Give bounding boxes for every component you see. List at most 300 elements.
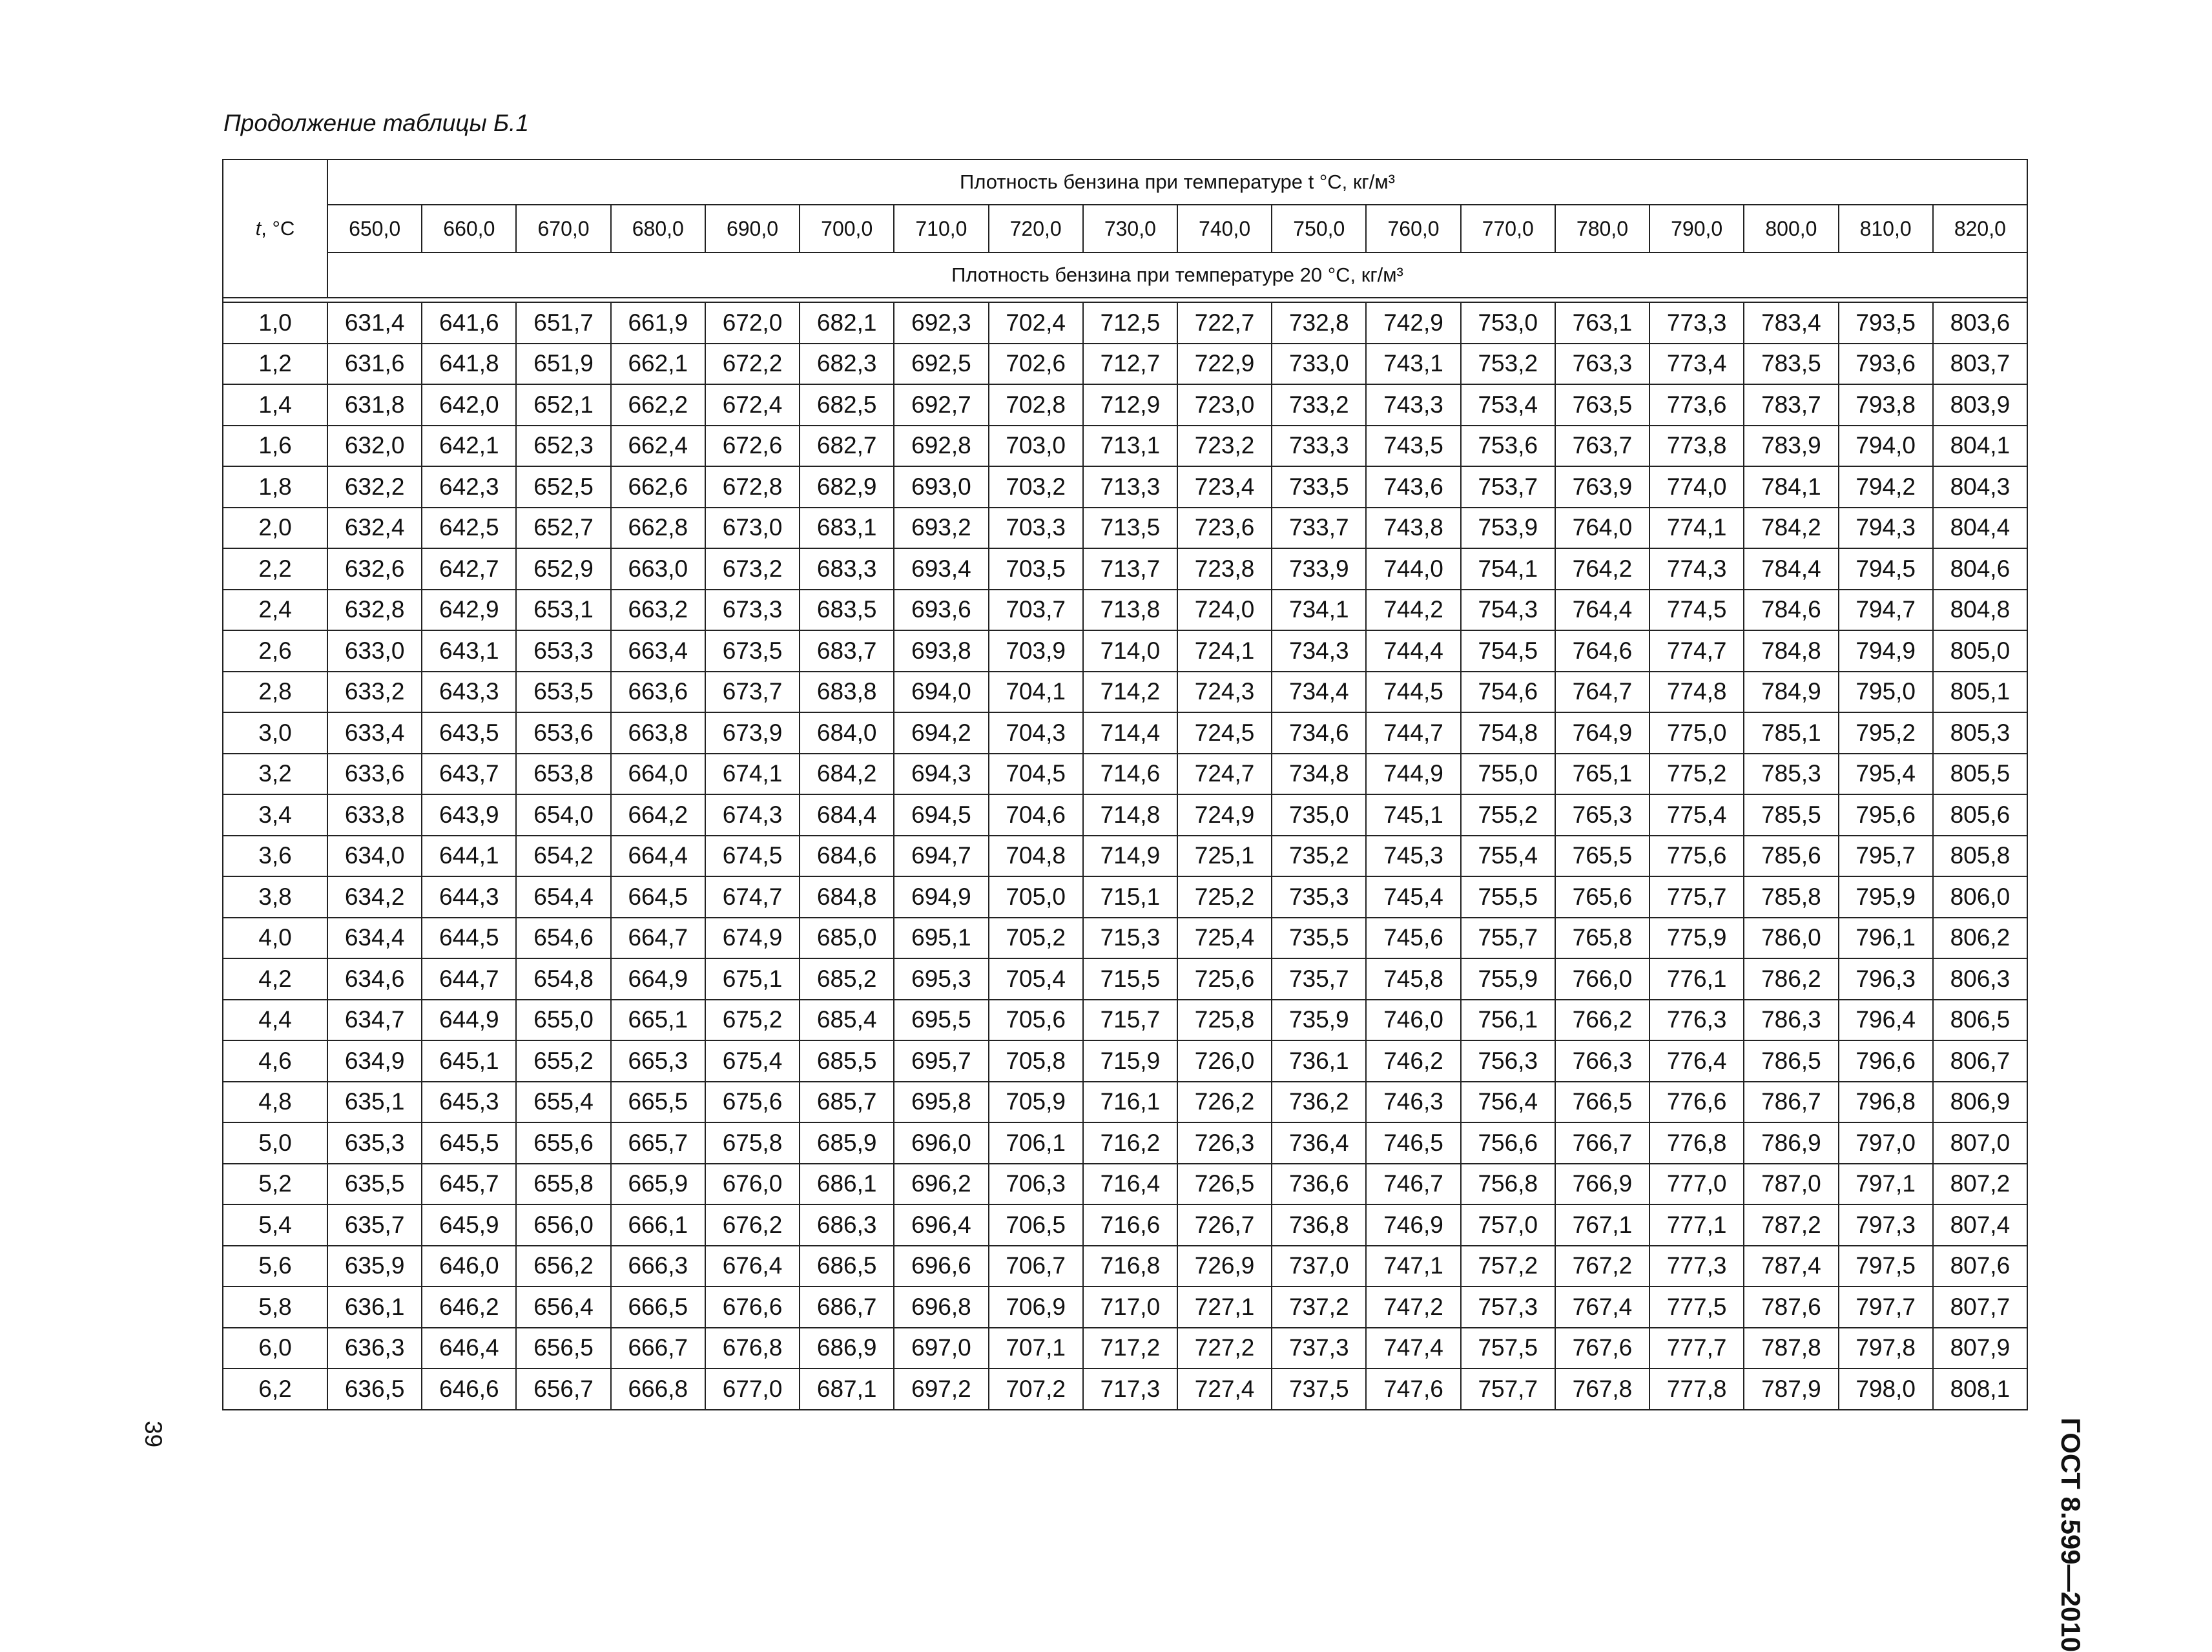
density-cell: 672,4 bbox=[705, 384, 800, 426]
density-cell: 807,9 bbox=[1933, 1328, 2027, 1369]
density-cell: 723,2 bbox=[1177, 426, 1272, 467]
density-cell: 631,8 bbox=[327, 384, 422, 426]
density-cell: 754,8 bbox=[1461, 712, 1555, 754]
density-cell: 634,6 bbox=[327, 958, 422, 1000]
density-cell: 806,3 bbox=[1933, 958, 2027, 1000]
density-cell: 707,1 bbox=[989, 1328, 1083, 1369]
density-cell: 753,6 bbox=[1461, 426, 1555, 467]
density-cell: 764,4 bbox=[1555, 590, 1649, 631]
density-cell: 664,0 bbox=[611, 754, 705, 795]
density-cell: 662,2 bbox=[611, 384, 705, 426]
density-cell: 763,5 bbox=[1555, 384, 1649, 426]
density-cell: 694,0 bbox=[894, 672, 988, 713]
table-row bbox=[223, 1164, 2027, 1205]
density-cell: 714,4 bbox=[1083, 712, 1177, 754]
density-cell: 735,5 bbox=[1272, 918, 1366, 959]
density-cell: 683,1 bbox=[800, 508, 894, 549]
density-cell: 736,2 bbox=[1272, 1082, 1366, 1123]
density-cell: 673,7 bbox=[705, 672, 800, 713]
density-table bbox=[222, 159, 2028, 1410]
density-cell: 744,9 bbox=[1366, 754, 1460, 795]
table-row bbox=[223, 1204, 2027, 1246]
density-cell: 776,4 bbox=[1649, 1040, 1744, 1082]
density-cell: 754,5 bbox=[1461, 630, 1555, 672]
row-temperature: 2,2 bbox=[223, 548, 327, 590]
density-cell: 725,6 bbox=[1177, 958, 1272, 1000]
density-cell: 632,2 bbox=[327, 466, 422, 508]
density-cell: 646,0 bbox=[422, 1246, 516, 1287]
density-cell: 745,6 bbox=[1366, 918, 1460, 959]
column-header: 810,0 bbox=[1839, 205, 1933, 253]
density-cell: 795,6 bbox=[1839, 794, 1933, 836]
density-cell: 713,8 bbox=[1083, 590, 1177, 631]
density-cell: 753,9 bbox=[1461, 508, 1555, 549]
density-cell: 706,3 bbox=[989, 1164, 1083, 1205]
density-cell: 704,6 bbox=[989, 794, 1083, 836]
density-cell: 724,0 bbox=[1177, 590, 1272, 631]
density-cell: 747,1 bbox=[1366, 1246, 1460, 1287]
density-cell: 793,5 bbox=[1839, 302, 1933, 344]
density-cell: 714,9 bbox=[1083, 836, 1177, 877]
density-cell: 767,6 bbox=[1555, 1328, 1649, 1369]
density-cell: 652,3 bbox=[516, 426, 610, 467]
density-cell: 651,9 bbox=[516, 344, 610, 385]
density-cell: 774,7 bbox=[1649, 630, 1744, 672]
density-cell: 744,2 bbox=[1366, 590, 1460, 631]
density-cell: 754,6 bbox=[1461, 672, 1555, 713]
density-cell: 756,8 bbox=[1461, 1164, 1555, 1205]
density-cell: 737,3 bbox=[1272, 1328, 1366, 1369]
table-row bbox=[223, 630, 2027, 672]
density-cell: 653,6 bbox=[516, 712, 610, 754]
density-cell: 776,1 bbox=[1649, 958, 1744, 1000]
top-header: Плотность бензина при температуре t °C, кг/м³ bbox=[327, 160, 2027, 205]
density-cell: 765,3 bbox=[1555, 794, 1649, 836]
column-header: 680,0 bbox=[611, 205, 705, 253]
density-cell: 633,0 bbox=[327, 630, 422, 672]
density-cell: 654,8 bbox=[516, 958, 610, 1000]
density-cell: 804,6 bbox=[1933, 548, 2027, 590]
density-cell: 794,5 bbox=[1839, 548, 1933, 590]
density-cell: 684,8 bbox=[800, 876, 894, 918]
density-cell: 703,7 bbox=[989, 590, 1083, 631]
column-header: 650,0 bbox=[327, 205, 422, 253]
density-cell: 712,5 bbox=[1083, 302, 1177, 344]
density-cell: 644,5 bbox=[422, 918, 516, 959]
density-cell: 807,7 bbox=[1933, 1286, 2027, 1328]
density-cell: 804,4 bbox=[1933, 508, 2027, 549]
density-cell: 733,3 bbox=[1272, 426, 1366, 467]
density-cell: 764,7 bbox=[1555, 672, 1649, 713]
density-cell: 674,9 bbox=[705, 918, 800, 959]
density-cell: 745,3 bbox=[1366, 836, 1460, 877]
density-cell: 694,7 bbox=[894, 836, 988, 877]
density-cell: 643,1 bbox=[422, 630, 516, 672]
density-cell: 662,1 bbox=[611, 344, 705, 385]
density-cell: 793,8 bbox=[1839, 384, 1933, 426]
density-cell: 676,6 bbox=[705, 1286, 800, 1328]
density-cell: 682,1 bbox=[800, 302, 894, 344]
density-cell: 783,7 bbox=[1744, 384, 1838, 426]
density-cell: 686,1 bbox=[800, 1164, 894, 1205]
density-cell: 664,7 bbox=[611, 918, 705, 959]
density-cell: 794,2 bbox=[1839, 466, 1933, 508]
density-cell: 774,1 bbox=[1649, 508, 1744, 549]
density-cell: 794,0 bbox=[1839, 426, 1933, 467]
density-cell: 643,7 bbox=[422, 754, 516, 795]
density-cell: 643,5 bbox=[422, 712, 516, 754]
density-cell: 733,0 bbox=[1272, 344, 1366, 385]
density-cell: 684,4 bbox=[800, 794, 894, 836]
density-cell: 785,5 bbox=[1744, 794, 1838, 836]
density-cell: 692,3 bbox=[894, 302, 988, 344]
row-header-cell bbox=[223, 160, 327, 298]
density-cell: 784,8 bbox=[1744, 630, 1838, 672]
density-cell: 663,6 bbox=[611, 672, 705, 713]
header-separator bbox=[223, 298, 2027, 302]
density-cell: 784,2 bbox=[1744, 508, 1838, 549]
density-cell: 712,7 bbox=[1083, 344, 1177, 385]
density-cell: 645,3 bbox=[422, 1082, 516, 1123]
density-cell: 763,1 bbox=[1555, 302, 1649, 344]
density-cell: 796,4 bbox=[1839, 1000, 1933, 1041]
density-cell: 734,6 bbox=[1272, 712, 1366, 754]
density-cell: 787,6 bbox=[1744, 1286, 1838, 1328]
density-cell: 674,5 bbox=[705, 836, 800, 877]
density-cell: 796,8 bbox=[1839, 1082, 1933, 1123]
table-row bbox=[223, 1082, 2027, 1123]
row-temperature: 2,0 bbox=[223, 508, 327, 549]
density-cell: 675,1 bbox=[705, 958, 800, 1000]
density-cell: 705,2 bbox=[989, 918, 1083, 959]
density-cell: 673,9 bbox=[705, 712, 800, 754]
table-row bbox=[223, 794, 2027, 836]
density-cell: 723,8 bbox=[1177, 548, 1272, 590]
density-cell: 745,1 bbox=[1366, 794, 1460, 836]
density-cell: 703,5 bbox=[989, 548, 1083, 590]
row-temperature: 3,8 bbox=[223, 876, 327, 918]
density-cell: 784,6 bbox=[1744, 590, 1838, 631]
density-cell: 693,6 bbox=[894, 590, 988, 631]
density-cell: 675,6 bbox=[705, 1082, 800, 1123]
density-cell: 662,8 bbox=[611, 508, 705, 549]
density-cell: 784,4 bbox=[1744, 548, 1838, 590]
density-cell: 757,5 bbox=[1461, 1328, 1555, 1369]
density-cell: 757,7 bbox=[1461, 1368, 1555, 1410]
density-cell: 654,6 bbox=[516, 918, 610, 959]
density-cell: 702,8 bbox=[989, 384, 1083, 426]
density-cell: 695,5 bbox=[894, 1000, 988, 1041]
density-cell: 735,0 bbox=[1272, 794, 1366, 836]
density-cell: 757,2 bbox=[1461, 1246, 1555, 1287]
density-cell: 664,2 bbox=[611, 794, 705, 836]
density-cell: 643,3 bbox=[422, 672, 516, 713]
density-cell: 733,7 bbox=[1272, 508, 1366, 549]
density-cell: 715,5 bbox=[1083, 958, 1177, 1000]
density-cell: 783,4 bbox=[1744, 302, 1838, 344]
density-cell: 685,4 bbox=[800, 1000, 894, 1041]
density-cell: 753,4 bbox=[1461, 384, 1555, 426]
density-cell: 664,4 bbox=[611, 836, 705, 877]
density-cell: 726,0 bbox=[1177, 1040, 1272, 1082]
density-cell: 727,1 bbox=[1177, 1286, 1272, 1328]
density-cell: 704,3 bbox=[989, 712, 1083, 754]
table-row bbox=[223, 836, 2027, 877]
column-header: 770,0 bbox=[1461, 205, 1555, 253]
density-cell: 732,8 bbox=[1272, 302, 1366, 344]
row-temperature: 1,0 bbox=[223, 302, 327, 344]
density-cell: 753,0 bbox=[1461, 302, 1555, 344]
density-cell: 633,6 bbox=[327, 754, 422, 795]
density-cell: 736,6 bbox=[1272, 1164, 1366, 1205]
density-cell: 665,1 bbox=[611, 1000, 705, 1041]
density-cell: 724,3 bbox=[1177, 672, 1272, 713]
density-cell: 743,3 bbox=[1366, 384, 1460, 426]
density-cell: 705,9 bbox=[989, 1082, 1083, 1123]
density-cell: 684,6 bbox=[800, 836, 894, 877]
density-cell: 634,0 bbox=[327, 836, 422, 877]
density-cell: 674,3 bbox=[705, 794, 800, 836]
density-cell: 744,7 bbox=[1366, 712, 1460, 754]
density-cell: 753,2 bbox=[1461, 344, 1555, 385]
density-cell: 763,9 bbox=[1555, 466, 1649, 508]
density-cell: 635,7 bbox=[327, 1204, 422, 1246]
density-cell: 717,0 bbox=[1083, 1286, 1177, 1328]
density-cell: 656,2 bbox=[516, 1246, 610, 1287]
density-cell: 733,2 bbox=[1272, 384, 1366, 426]
density-cell: 636,3 bbox=[327, 1328, 422, 1369]
density-cell: 724,1 bbox=[1177, 630, 1272, 672]
density-cell: 734,1 bbox=[1272, 590, 1366, 631]
density-cell: 734,3 bbox=[1272, 630, 1366, 672]
table-row bbox=[223, 1000, 2027, 1041]
density-cell: 803,9 bbox=[1933, 384, 2027, 426]
density-cell: 694,5 bbox=[894, 794, 988, 836]
row-temperature: 6,0 bbox=[223, 1328, 327, 1369]
column-header: 740,0 bbox=[1177, 205, 1272, 253]
density-cell: 682,3 bbox=[800, 344, 894, 385]
density-cell: 724,9 bbox=[1177, 794, 1272, 836]
table-row bbox=[223, 918, 2027, 959]
density-cell: 755,0 bbox=[1461, 754, 1555, 795]
bottom-header: Плотность бензина при температуре 20 °C, кг/м³ bbox=[327, 253, 2027, 298]
row-temperature: 2,6 bbox=[223, 630, 327, 672]
density-cell: 797,1 bbox=[1839, 1164, 1933, 1205]
density-cell: 774,3 bbox=[1649, 548, 1744, 590]
density-cell: 694,3 bbox=[894, 754, 988, 795]
column-header: 750,0 bbox=[1272, 205, 1366, 253]
density-cell: 757,3 bbox=[1461, 1286, 1555, 1328]
column-header: 730,0 bbox=[1083, 205, 1177, 253]
density-cell: 746,5 bbox=[1366, 1122, 1460, 1164]
density-cell: 783,5 bbox=[1744, 344, 1838, 385]
density-cell: 783,9 bbox=[1744, 426, 1838, 467]
density-cell: 766,0 bbox=[1555, 958, 1649, 1000]
table-row bbox=[223, 344, 2027, 385]
density-cell: 763,3 bbox=[1555, 344, 1649, 385]
density-cell: 642,1 bbox=[422, 426, 516, 467]
density-cell: 775,7 bbox=[1649, 876, 1744, 918]
density-cell: 692,7 bbox=[894, 384, 988, 426]
density-cell: 805,0 bbox=[1933, 630, 2027, 672]
density-cell: 766,7 bbox=[1555, 1122, 1649, 1164]
density-cell: 756,1 bbox=[1461, 1000, 1555, 1041]
density-cell: 653,1 bbox=[516, 590, 610, 631]
column-header: 790,0 bbox=[1649, 205, 1744, 253]
density-cell: 804,1 bbox=[1933, 426, 2027, 467]
density-cell: 674,7 bbox=[705, 876, 800, 918]
density-cell: 777,8 bbox=[1649, 1368, 1744, 1410]
density-cell: 655,6 bbox=[516, 1122, 610, 1164]
row-temperature: 3,4 bbox=[223, 794, 327, 836]
density-cell: 795,9 bbox=[1839, 876, 1933, 918]
density-cell: 702,6 bbox=[989, 344, 1083, 385]
density-cell: 727,4 bbox=[1177, 1368, 1272, 1410]
density-cell: 642,5 bbox=[422, 508, 516, 549]
density-cell: 764,6 bbox=[1555, 630, 1649, 672]
density-cell: 743,8 bbox=[1366, 508, 1460, 549]
density-cell: 707,2 bbox=[989, 1368, 1083, 1410]
density-cell: 716,2 bbox=[1083, 1122, 1177, 1164]
density-cell: 775,9 bbox=[1649, 918, 1744, 959]
density-cell: 635,1 bbox=[327, 1082, 422, 1123]
density-cell: 695,7 bbox=[894, 1040, 988, 1082]
density-cell: 646,2 bbox=[422, 1286, 516, 1328]
density-cell: 672,2 bbox=[705, 344, 800, 385]
density-cell: 633,8 bbox=[327, 794, 422, 836]
density-cell: 673,3 bbox=[705, 590, 800, 631]
density-cell: 661,9 bbox=[611, 302, 705, 344]
density-cell: 654,2 bbox=[516, 836, 610, 877]
density-cell: 715,9 bbox=[1083, 1040, 1177, 1082]
density-cell: 743,6 bbox=[1366, 466, 1460, 508]
density-cell: 705,6 bbox=[989, 1000, 1083, 1041]
table-row bbox=[223, 1122, 2027, 1164]
table-row bbox=[223, 548, 2027, 590]
density-cell: 645,1 bbox=[422, 1040, 516, 1082]
density-cell: 641,6 bbox=[422, 302, 516, 344]
density-cell: 644,3 bbox=[422, 876, 516, 918]
density-cell: 785,1 bbox=[1744, 712, 1838, 754]
density-cell: 666,3 bbox=[611, 1246, 705, 1287]
density-cell: 692,5 bbox=[894, 344, 988, 385]
density-cell: 756,3 bbox=[1461, 1040, 1555, 1082]
density-cell: 746,2 bbox=[1366, 1040, 1460, 1082]
density-cell: 797,0 bbox=[1839, 1122, 1933, 1164]
density-cell: 727,2 bbox=[1177, 1328, 1272, 1369]
density-cell: 806,5 bbox=[1933, 1000, 2027, 1041]
density-cell: 746,9 bbox=[1366, 1204, 1460, 1246]
density-cell: 808,1 bbox=[1933, 1368, 2027, 1410]
column-header: 760,0 bbox=[1366, 205, 1460, 253]
density-cell: 775,2 bbox=[1649, 754, 1744, 795]
density-cell: 804,8 bbox=[1933, 590, 2027, 631]
density-cell: 786,0 bbox=[1744, 918, 1838, 959]
density-cell: 631,4 bbox=[327, 302, 422, 344]
density-cell: 636,5 bbox=[327, 1368, 422, 1410]
density-cell: 652,9 bbox=[516, 548, 610, 590]
density-cell: 713,1 bbox=[1083, 426, 1177, 467]
density-cell: 642,7 bbox=[422, 548, 516, 590]
row-temperature: 6,2 bbox=[223, 1368, 327, 1410]
density-cell: 796,6 bbox=[1839, 1040, 1933, 1082]
density-cell: 675,4 bbox=[705, 1040, 800, 1082]
density-cell: 693,0 bbox=[894, 466, 988, 508]
table-row bbox=[223, 302, 2027, 344]
density-cell: 714,6 bbox=[1083, 754, 1177, 795]
row-temperature: 3,2 bbox=[223, 754, 327, 795]
density-cell: 664,9 bbox=[611, 958, 705, 1000]
density-cell: 703,0 bbox=[989, 426, 1083, 467]
density-cell: 686,5 bbox=[800, 1246, 894, 1287]
density-cell: 726,5 bbox=[1177, 1164, 1272, 1205]
table-row bbox=[223, 590, 2027, 631]
density-cell: 777,5 bbox=[1649, 1286, 1744, 1328]
density-cell: 795,4 bbox=[1839, 754, 1933, 795]
table-row bbox=[223, 426, 2027, 467]
table-row bbox=[223, 1368, 2027, 1410]
density-cell: 807,6 bbox=[1933, 1246, 2027, 1287]
density-cell: 717,2 bbox=[1083, 1328, 1177, 1369]
density-cell: 787,8 bbox=[1744, 1328, 1838, 1369]
density-cell: 716,1 bbox=[1083, 1082, 1177, 1123]
row-header: t, °C bbox=[255, 217, 295, 240]
density-cell: 675,8 bbox=[705, 1122, 800, 1164]
density-cell: 744,5 bbox=[1366, 672, 1460, 713]
density-cell: 733,9 bbox=[1272, 548, 1366, 590]
density-cell: 798,0 bbox=[1839, 1368, 1933, 1410]
density-cell: 695,3 bbox=[894, 958, 988, 1000]
density-cell: 765,6 bbox=[1555, 876, 1649, 918]
density-cell: 797,8 bbox=[1839, 1328, 1933, 1369]
density-cell: 705,4 bbox=[989, 958, 1083, 1000]
density-cell: 706,7 bbox=[989, 1246, 1083, 1287]
density-cell: 747,4 bbox=[1366, 1328, 1460, 1369]
density-cell: 654,4 bbox=[516, 876, 610, 918]
density-cell: 755,5 bbox=[1461, 876, 1555, 918]
density-cell: 754,3 bbox=[1461, 590, 1555, 631]
density-cell: 777,1 bbox=[1649, 1204, 1744, 1246]
density-cell: 662,4 bbox=[611, 426, 705, 467]
density-cell: 777,0 bbox=[1649, 1164, 1744, 1205]
density-cell: 696,6 bbox=[894, 1246, 988, 1287]
density-cell: 794,7 bbox=[1839, 590, 1933, 631]
density-cell: 764,9 bbox=[1555, 712, 1649, 754]
density-cell: 663,4 bbox=[611, 630, 705, 672]
density-cell: 696,8 bbox=[894, 1286, 988, 1328]
density-cell: 642,9 bbox=[422, 590, 516, 631]
density-cell: 714,0 bbox=[1083, 630, 1177, 672]
density-cell: 664,5 bbox=[611, 876, 705, 918]
row-temperature: 4,4 bbox=[223, 1000, 327, 1041]
column-headers bbox=[223, 205, 2027, 253]
density-cell: 656,7 bbox=[516, 1368, 610, 1410]
density-cell: 775,4 bbox=[1649, 794, 1744, 836]
column-header: 670,0 bbox=[516, 205, 610, 253]
density-cell: 672,6 bbox=[705, 426, 800, 467]
density-cell: 712,9 bbox=[1083, 384, 1177, 426]
column-header: 710,0 bbox=[894, 205, 988, 253]
table-row bbox=[223, 876, 2027, 918]
density-cell: 715,1 bbox=[1083, 876, 1177, 918]
density-cell: 767,1 bbox=[1555, 1204, 1649, 1246]
density-cell: 806,2 bbox=[1933, 918, 2027, 959]
density-cell: 642,3 bbox=[422, 466, 516, 508]
density-cell: 715,7 bbox=[1083, 1000, 1177, 1041]
density-cell: 722,9 bbox=[1177, 344, 1272, 385]
density-cell: 716,8 bbox=[1083, 1246, 1177, 1287]
density-cell: 735,3 bbox=[1272, 876, 1366, 918]
